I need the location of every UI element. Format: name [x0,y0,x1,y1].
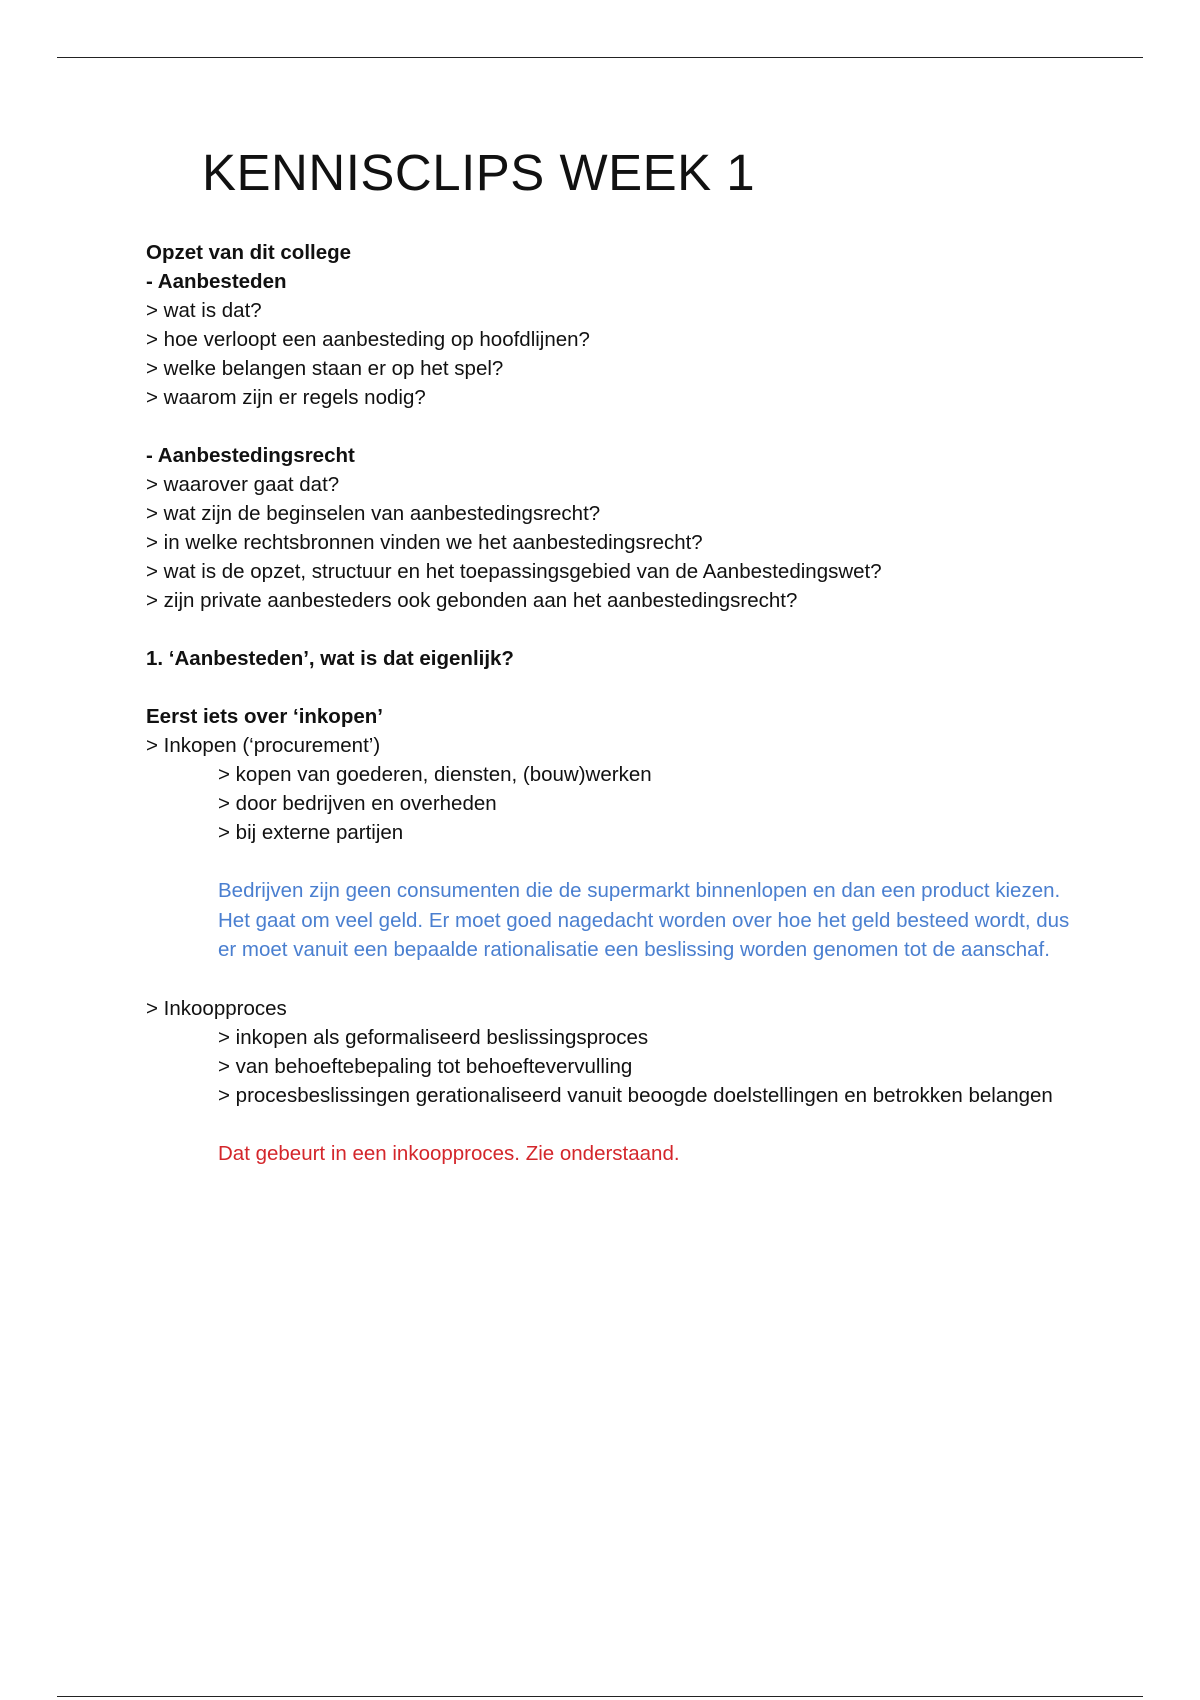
document-body [146,238,1106,1168]
list-item: > wat zijn de beginselen van aanbestedingsrecht? [146,502,601,525]
opzet-heading: Opzet van dit college [146,241,352,264]
red-note: Dat gebeurt in een inkoopproces. Zie onderstaand. [218,1141,680,1165]
list-item: > bij externe partijen [218,821,404,844]
inkopen-line: > Inkopen (‘procurement’) [146,734,381,757]
list-item: > inkopen als geformaliseerd beslissingsproces [218,1025,649,1049]
top-rule [57,57,1143,58]
list-item: > van behoeftebepaling tot behoeftevervulling [218,1054,633,1078]
chapter-heading: 1. ‘Aanbesteden’, wat is dat eigenlijk? [146,647,514,670]
spacer [146,412,1106,441]
list-item: > door bedrijven en overheden [218,792,497,815]
bottom-rule [57,1696,1143,1697]
aanbestedingsrecht-heading: - Aanbestedingsrecht [146,444,355,467]
list-item: > waarover gaat dat? [146,473,340,496]
blue-note: Bedrijven zijn geen consumenten die de supermarkt binnenlopen en dan een product kiezen. Het gaat om veel geld. Er moet goed nagedacht worden over hoe het geld besteed wordt, dus er moet vanuit een bepaalde rationalisatie een beslissing worden genomen tot de aanschaf. [218,879,1070,961]
spacer [146,847,1106,876]
list-item: > hoe verloopt een aanbesteding op hoofdlijnen? [146,328,590,351]
list-item: > zijn private aanbesteders ook gebonden aan het aanbestedingsrecht? [146,589,798,612]
list-item: > in welke rechtsbronnen vinden we het aanbestedingsrecht? [146,531,703,554]
list-item: > wat is de opzet, structuur en het toepassingsgebied van de Aanbestedingswet? [146,560,882,583]
page-title: KENNISCLIPS WEEK 1 [202,144,756,201]
spacer [146,1110,1106,1139]
inkopen-heading: Eerst iets over ‘inkopen’ [146,705,383,728]
list-item: > welke belangen staan er op het spel? [146,357,504,380]
list-item: > kopen van goederen, diensten, (bouw)werken [218,763,652,786]
spacer [146,965,1106,994]
spacer [146,673,1106,702]
spacer [146,615,1106,644]
aanbesteden-heading: - Aanbesteden [146,270,287,293]
list-item: > waarom zijn er regels nodig? [146,386,426,409]
list-item: > procesbeslissingen gerationaliseerd vanuit beoogde doelstellingen en betrokken belangen [218,1083,1053,1107]
inkoopproces-line: > Inkoopproces [146,996,287,1020]
list-item: > wat is dat? [146,299,262,322]
